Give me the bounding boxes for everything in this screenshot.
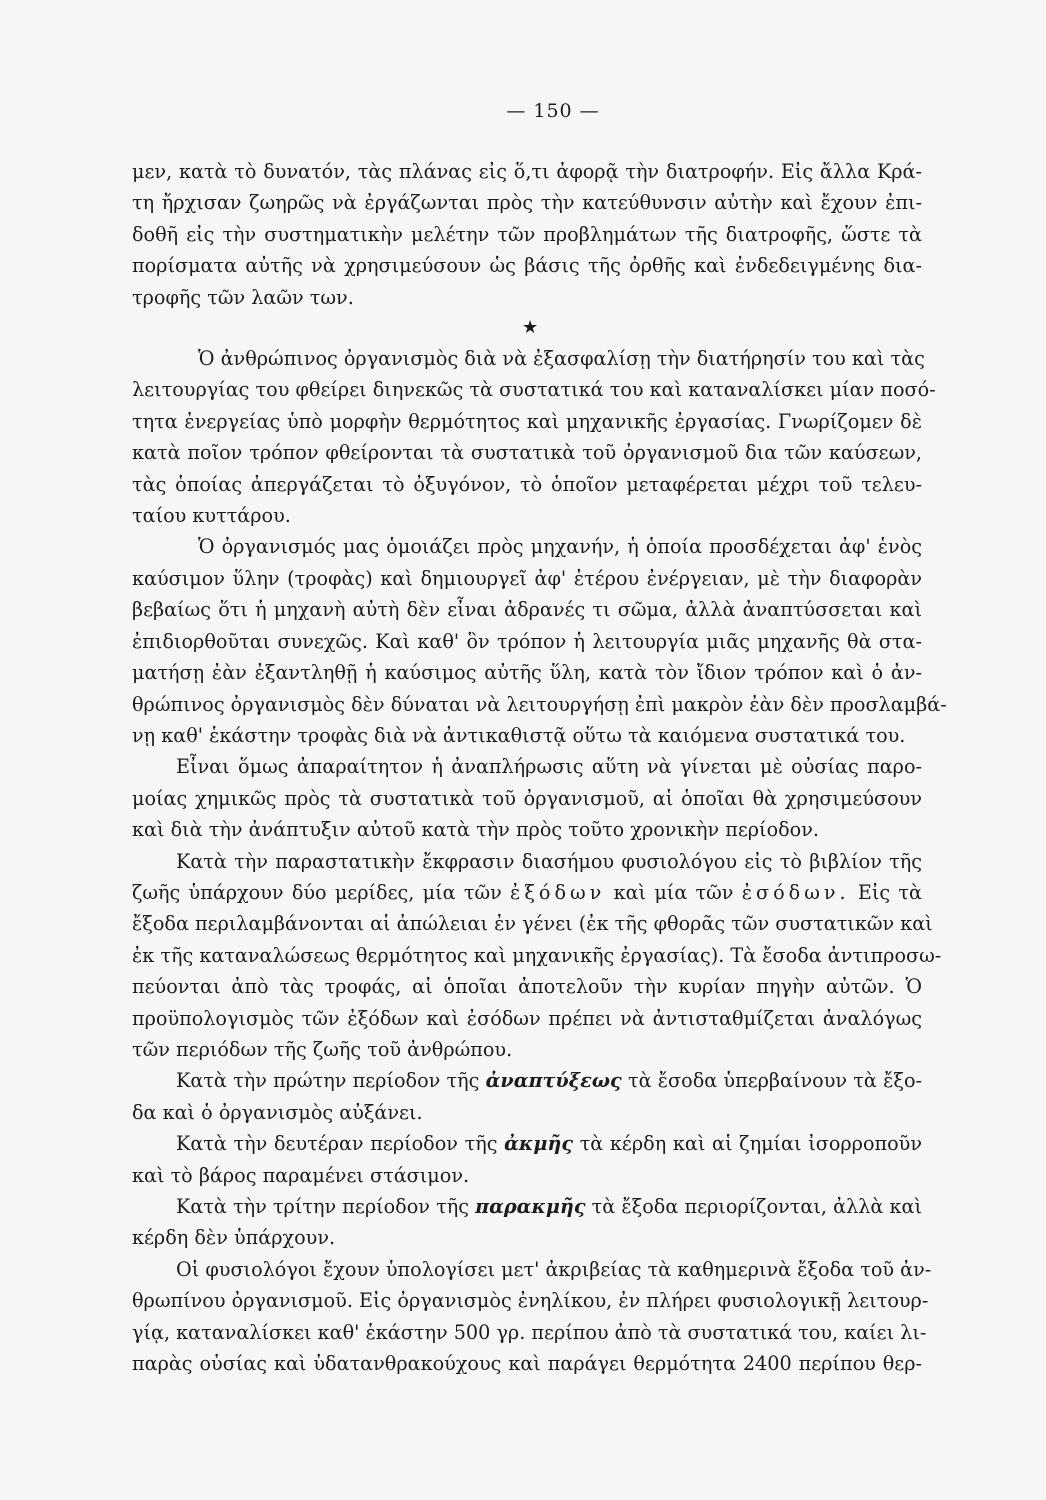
text-line: βεβαίως ὅτι ἡ μηχανὴ αὐτὴ δὲν εἶναι ἀδρανές τι σῶμα, ἀλλὰ ἀναπτύσσεται καὶ	[132, 598, 922, 622]
text-line: Ὁ ὀργανισμός μας ὁμοιάζει πρὸς μηχανήν, ἡ ὁποία προσδέχεται ἀφ' ἑνὸς	[198, 535, 922, 559]
text-line: καὶ τὸ βάρος παραμένει στάσιμον.	[132, 1163, 470, 1187]
text-line: τὰς ὁποίας ἀπεργάζεται τὸ ὀξυγόνον, τὸ ὁποῖον μεταφέρεται μέχρι τοῦ τελευ-	[132, 472, 922, 496]
text-line: ταίου κυττάρου.	[132, 504, 291, 528]
text-line: τητα ἐνεργείας ὑπὸ μορφὴν θερμότητος καὶ μηχανικῆς ἐργασίας. Γνωρίζομεν δὲ	[132, 409, 922, 433]
text-line: Οἱ φυσιολόγοι ἔχουν ὑπολογίσει μετ' ἀκριβείας τὰ καθημερινὰ ἔξοδα τοῦ ἀν-	[176, 1257, 932, 1281]
text-line: πορίσματα αὐτῆς νὰ χρησιμεύσουν ὡς βάσις τῆς ὀρθῆς καὶ ἐνδεδειγμένης δια-	[132, 254, 922, 278]
text-line: καὶ διὰ τὴν ἀνάπτυξιν αὐτοῦ κατὰ τὴν πρὸς τοῦτο χρονικὴν περίοδον.	[132, 818, 820, 842]
text-line: κέρδη δὲν ὑπάρχουν.	[132, 1226, 336, 1250]
text-segment: καὶ μία τῶν	[613, 880, 734, 904]
text-line: ματήσῃ ἐὰν ἐξαντληθῇ ἡ καύσιμος αὐτῆς ὕλη, κατὰ τὸν ἴδιον τρόπον καὶ ὁ ἀν-	[132, 661, 922, 685]
text-line: τροφῆς τῶν λαῶν των.	[132, 285, 354, 309]
text-line: θρωπίνου ὀργανισμοῦ. Εἰς ὀργανισμὸς ἐνηλίκου, ἐν πλήρει φυσιολογικῇ λειτουρ-	[132, 1289, 929, 1313]
text-line: τη ἤρχισαν ζωηρῶς νὰ ἐργάζωνται πρὸς τὴν κατεύθυνσιν αὐτὴν καὶ ἔχουν ἐπι-	[132, 191, 922, 215]
text-segment: ζωῆς ὑπάρχουν δύο μερίδες, μία τῶν	[132, 880, 502, 904]
text-segment: τὰ ἔσοδα ὑπερβαίνουν τὰ ἔξο-	[627, 1069, 922, 1093]
spaced-term-expenses: ἐξόδων	[510, 880, 606, 904]
text-line: κατὰ ποῖον τρόπον φθείρονται τὰ συστατικὰ τοῦ ὀργανισμοῦ δια τῶν καύσεων,	[132, 441, 922, 465]
text-line: Εἶναι ὅμως ἀπαραίτητον ἡ ἀναπλήρωσις αὕτη νὰ γίνεται μὲ οὐσίας παρο-	[176, 755, 922, 779]
paragraph-3	[132, 531, 947, 751]
text-line: προϋπολογισμὸς τῶν ἐξόδων καὶ ἐσόδων πρέπει νὰ ἀντισταθμίζεται ἀναλόγως	[132, 1006, 922, 1030]
paragraph-6	[132, 1065, 922, 1128]
text-line: γίᾳ, καταναλίσκει καθ' ἑκάστην 500 γρ. περίπου ἀπὸ τὰ συστατικά του, καίει λι-	[132, 1320, 927, 1344]
text-line	[132, 1065, 922, 1096]
paragraph-1	[132, 156, 922, 313]
text-segment: Κατὰ τὴν τρίτην περίοδον τῆς	[176, 1195, 469, 1218]
text-line: ἐκ τῆς καταναλώσεως θερμότητος καὶ μηχανικῆς ἐργασίας). Τὰ ἔσοδα ἀντιπροσω-	[132, 943, 942, 967]
text-line: νῃ καθ' ἑκάστην τροφὰς διὰ νὰ ἀντικαθιστᾷ οὕτω τὰ καιόμενα συστατικά του.	[132, 723, 906, 747]
text-line: δα καὶ ὁ ὀργανισμὸς αὐξάνει.	[132, 1100, 423, 1124]
page-body	[132, 156, 947, 1379]
text-line: Ὁ ἀνθρώπινος ὀργανισμὸς διὰ νὰ ἐξασφαλίσῃ τὴν διατήρησίν του καὶ τὰς	[198, 347, 925, 371]
paragraph-8	[132, 1191, 922, 1254]
text-segment: Εἰς τὰ	[857, 880, 923, 904]
text-line	[132, 1128, 922, 1159]
emphasis-term-decline: παρακμῆς	[475, 1195, 586, 1218]
paragraph-7	[132, 1128, 922, 1191]
text-segment: Κατὰ τὴν πρώτην περίοδον τῆς	[176, 1069, 480, 1093]
text-line	[132, 877, 922, 908]
text-line: μεν, κατὰ τὸ δυνατόν, τὰς πλάνας εἰς ὅ,τι ἀφορᾷ τὴν διατροφήν. Εἰς ἄλλα Κρά-	[132, 160, 922, 183]
text-line: δοθῆ εἰς τὴν συστηματικὴν μελέτην τῶν προβλημάτων τῆς διατροφῆς, ὥστε τὰ	[132, 222, 922, 246]
page-number: — 150 —	[506, 100, 600, 122]
text-line: τῶν περιόδων τῆς ζωῆς τοῦ ἀνθρώπου.	[132, 1037, 513, 1061]
text-line: καύσιμον ὕλην (τροφὰς) καὶ δημιουργεῖ ἀφ' ἑτέρου ἐνέργειαν, μὲ τὴν διαφορὰν	[132, 566, 922, 590]
text-segment: τὰ ἔξοδα περιορίζονται, ἀλλὰ καὶ	[591, 1195, 922, 1218]
text-line: πεύονται ἀπὸ τὰς τροφάς, αἱ ὁποῖαι ἀποτελοῦν τὴν κυρίαν πηγὴν αὐτῶν. Ὁ	[132, 975, 922, 999]
emphasis-term-peak: ἀκμῆς	[504, 1132, 573, 1156]
text-line	[132, 1191, 922, 1222]
emphasis-term-development: ἀναπτύξεως	[485, 1069, 622, 1093]
text-line: μοίας χημικῶς πρὸς τὰ συστατικὰ τοῦ ὀργανισμοῦ, αἱ ὁποῖαι θὰ χρησιμεύσουν	[132, 786, 922, 810]
text-line: ἐπιδιορθοῦται συνεχῶς. Καὶ καθ' ὃν τρόπον ἡ λειτουργία μιᾶς μηχανῆς θὰ στα-	[132, 629, 922, 653]
paragraph-9	[132, 1254, 932, 1380]
section-separator-star: ★	[522, 317, 539, 339]
paragraph-2	[132, 343, 936, 531]
text-line: Κατὰ τὴν παραστατικὴν ἔκφρασιν διασήμου φυσιολόγου εἰς τὸ βιβλίον τῆς	[176, 849, 922, 873]
spaced-term-income: ἐσόδων.	[741, 880, 850, 904]
text-segment: Κατὰ τὴν δευτέραν περίοδον τῆς	[176, 1132, 498, 1156]
paragraph-4	[132, 751, 922, 845]
text-line: ἔξοδα περιλαμβάνονται αἱ ἀπώλειαι ἐν γένει (ἐκ τῆς φθορᾶς τῶν συστατικῶν καὶ	[132, 912, 933, 936]
text-segment: τὰ κέρδη καὶ αἱ ζημίαι ἰσορροποῦν	[579, 1132, 922, 1156]
text-line: παρὰς οὐσίας καὶ ὑδατανθρακούχους καὶ παράγει θερμότητα 2400 περίπου θερ-	[132, 1352, 922, 1376]
text-line: λειτουργίας του φθείρει διηνεκῶς τὰ συστατικά του καὶ καταναλίσκει μίαν ποσό-	[132, 378, 936, 402]
paragraph-5	[132, 846, 942, 1066]
text-line: θρώπινος ὀργανισμὸς δὲν δύναται νὰ λειτουργήσῃ ἐπὶ μακρὸν ἐὰν δὲν προσλαμβά-	[132, 692, 947, 716]
